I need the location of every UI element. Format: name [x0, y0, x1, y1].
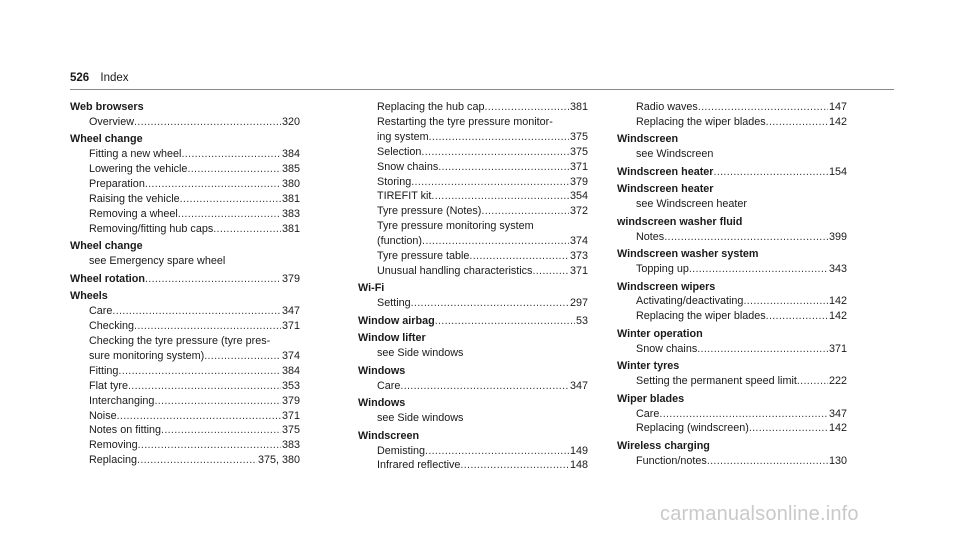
page-reference[interactable]: 380 — [281, 178, 300, 191]
index-column-3 — [617, 100, 847, 471]
dot-leader — [431, 189, 569, 204]
dot-leader — [145, 272, 281, 287]
index-term: Windscreen heater — [617, 183, 714, 196]
subentry-text: see Emergency spare wheel — [89, 255, 226, 268]
subentry-label: Overview — [89, 115, 134, 128]
dot-leader — [128, 379, 281, 394]
index-subentry[interactable] — [358, 130, 588, 145]
page-reference[interactable]: 371 — [569, 264, 588, 277]
dot-leader — [707, 454, 828, 469]
dot-leader — [481, 204, 569, 219]
index-term: Wireless charging — [617, 439, 710, 452]
page-reference[interactable]: 374 — [281, 349, 300, 362]
index-subentry[interactable] — [70, 162, 300, 177]
index-entry — [617, 132, 847, 162]
index-entry — [617, 215, 847, 245]
index-term: Wheels — [70, 290, 108, 303]
subentry-label: Notes on fitting — [89, 424, 162, 437]
index-entry — [617, 359, 847, 389]
index-subentry[interactable] — [617, 262, 847, 277]
subentry-label: TIREFIT kit — [377, 190, 432, 203]
subentry-label: Notes — [636, 230, 665, 243]
index-entry — [358, 100, 588, 279]
page-reference[interactable]: 385 — [281, 163, 300, 176]
page-reference[interactable]: 375 — [281, 424, 300, 437]
index-subentry[interactable] — [70, 423, 300, 438]
subentry-label: Removing — [89, 439, 138, 452]
dot-leader — [178, 207, 281, 222]
page-reference[interactable]: 381 — [281, 222, 300, 235]
dot-leader — [435, 314, 575, 329]
index-subentry[interactable] — [70, 349, 300, 364]
index-term: Window airbag — [358, 314, 435, 327]
dot-leader — [749, 421, 828, 436]
index-subentry[interactable] — [617, 309, 847, 324]
page-reference[interactable]: 379 — [569, 175, 588, 188]
index-entry — [617, 165, 847, 180]
page-reference[interactable]: 371 — [828, 342, 847, 355]
dot-leader — [137, 453, 257, 468]
subentry-label: Infrared reflective — [377, 459, 461, 472]
page-reference[interactable]: 347 — [281, 305, 300, 318]
index-subentry[interactable] — [70, 115, 300, 130]
dot-leader — [438, 160, 569, 175]
page-reference[interactable]: 142 — [828, 310, 847, 323]
page-reference[interactable]: 375, 380 — [257, 454, 300, 467]
subentry-text: see Windscreen — [636, 148, 714, 161]
dot-leader — [421, 145, 569, 160]
dot-leader — [429, 130, 569, 145]
subentry-label: Radio waves — [636, 101, 698, 113]
subentry-label: Raising the vehicle — [89, 193, 180, 206]
dot-leader — [187, 162, 281, 177]
index-term-row[interactable] — [617, 165, 847, 180]
index-entry — [358, 314, 588, 329]
page-reference[interactable]: 343 — [828, 263, 847, 276]
index-term: Windscreen wipers — [617, 280, 716, 293]
index-entry — [358, 331, 588, 361]
subentry-label: Snow chains — [636, 342, 698, 355]
subentry-label: Function/notes — [636, 454, 707, 467]
subentry-label: Snow chains — [377, 160, 439, 173]
dot-leader — [138, 438, 281, 453]
index-term: Wheel change — [70, 240, 143, 253]
index-entry — [70, 239, 300, 269]
dot-leader — [181, 147, 281, 162]
index-entry — [617, 280, 847, 325]
page-reference[interactable]: 373 — [569, 250, 588, 263]
index-term: Window lifter — [358, 332, 426, 345]
index-term: Wheel change — [70, 133, 143, 146]
index-subentry[interactable] — [70, 438, 300, 453]
page-reference[interactable]: 381 — [281, 193, 300, 206]
subentry-label: Removing a wheel — [89, 207, 178, 220]
page-reference[interactable]: 384 — [281, 364, 300, 377]
index-entry — [358, 429, 588, 474]
dot-leader — [689, 262, 828, 277]
dot-leader — [659, 407, 828, 422]
page-reference[interactable]: 130 — [828, 454, 847, 467]
page-reference[interactable]: 353 — [281, 379, 300, 392]
subentry-label: Lowering the vehicle — [89, 163, 188, 176]
subentry-label: Topping up — [636, 263, 689, 276]
page-reference[interactable]: 354 — [569, 190, 588, 203]
index-entry — [70, 100, 300, 130]
dot-leader — [134, 115, 281, 130]
subentry-label: Tyre pressure (Notes) — [377, 205, 482, 218]
dot-leader — [698, 100, 828, 115]
index-term: Windscreen heater — [617, 165, 714, 178]
index-subentry[interactable] — [617, 421, 847, 436]
dot-leader — [213, 222, 281, 237]
subentry-text: see Windscreen heater — [636, 198, 748, 211]
page-reference[interactable]: 222 — [828, 375, 847, 388]
subentry-label: Replacing the wiper blades — [636, 310, 766, 323]
index-subentry[interactable] — [358, 175, 588, 190]
page-reference[interactable]: 149 — [569, 444, 588, 457]
dot-leader — [797, 374, 828, 389]
dot-leader — [766, 309, 828, 324]
dot-leader — [411, 175, 569, 190]
page-reference[interactable]: 53 — [575, 314, 588, 327]
index-subentry[interactable] — [70, 394, 300, 409]
index-term: windscreen washer fluid — [617, 215, 743, 228]
dot-leader — [714, 165, 828, 180]
index-term: Wiper blades — [617, 392, 685, 405]
subentry-text: see Side windows — [377, 412, 464, 425]
subentry-text: Checking the tyre pressure (tyre pres- — [89, 334, 271, 347]
page-reference[interactable]: 399 — [828, 230, 847, 243]
section-title: Index — [100, 72, 129, 84]
index-subentry[interactable] — [358, 264, 588, 279]
index-subentry[interactable] — [358, 296, 588, 311]
index-subentry[interactable] — [617, 342, 847, 357]
page-reference[interactable]: 347 — [828, 407, 847, 420]
subentry-label: Setting — [377, 297, 411, 310]
index-subentry[interactable] — [70, 177, 300, 192]
index-subentry[interactable] — [358, 249, 588, 264]
page-reference[interactable]: 320 — [281, 115, 300, 128]
subentry-label: ing system — [377, 130, 429, 143]
index-subentry[interactable] — [617, 374, 847, 389]
index-subentry[interactable] — [617, 100, 847, 115]
dot-leader — [411, 296, 569, 311]
index-entry — [70, 132, 300, 236]
dot-leader — [460, 458, 569, 473]
page-number: 526 — [70, 72, 90, 84]
index-subentry[interactable] — [70, 147, 300, 162]
index-entry — [70, 289, 300, 468]
page-reference[interactable]: 384 — [281, 148, 300, 161]
index-subentry[interactable] — [70, 304, 300, 319]
index-term: Windscreen — [617, 133, 679, 146]
subentry-label: Unusual handling characteristics — [377, 264, 533, 277]
page-reference[interactable]: 374 — [569, 235, 588, 248]
index-subentry[interactable] — [358, 145, 588, 160]
index-entry — [617, 327, 847, 357]
index-term: Wi-Fi — [358, 282, 385, 295]
page-reference[interactable]: 347 — [569, 379, 588, 392]
dot-leader — [204, 349, 281, 364]
subentry-label: Selection — [377, 145, 422, 158]
index-entry — [617, 439, 847, 469]
index-subentry[interactable] — [70, 364, 300, 379]
subentry-label: Setting the permanent speed limit — [636, 375, 797, 388]
index-term: Windows — [358, 364, 406, 377]
index-entry — [358, 364, 588, 394]
index-term: Wheel rotation — [70, 272, 145, 285]
dot-leader — [469, 249, 569, 264]
subentry-label: Replacing — [89, 454, 138, 467]
page-reference[interactable]: 148 — [569, 459, 588, 472]
index-subentry[interactable] — [70, 222, 300, 237]
subentry-label: Flat tyre — [89, 379, 128, 392]
index-subentry[interactable] — [358, 204, 588, 219]
dot-leader — [117, 409, 281, 424]
index-subentry[interactable] — [70, 409, 300, 424]
index-term: Web browsers — [70, 101, 144, 113]
index-subentry[interactable] — [70, 192, 300, 207]
index-subentry[interactable] — [358, 458, 588, 473]
subentry-label: Checking — [89, 320, 135, 333]
dot-leader — [161, 423, 281, 438]
dot-leader — [112, 304, 281, 319]
index-entry — [617, 247, 847, 277]
index-entry — [70, 272, 300, 287]
index-subentry[interactable] — [617, 115, 847, 130]
subentry-label: Demisting — [377, 444, 426, 457]
page-reference[interactable]: 383 — [281, 439, 300, 452]
subentry-label: Preparation — [89, 178, 145, 191]
index-subentry[interactable] — [358, 189, 588, 204]
subentry-label: Storing — [377, 175, 412, 188]
page-reference[interactable]: 142 — [828, 295, 847, 308]
index-entry — [617, 392, 847, 437]
subentry-label: Removing/fitting hub caps — [89, 222, 214, 235]
index-entry — [617, 182, 847, 212]
subentry-label: Noise — [89, 409, 117, 422]
page-reference[interactable]: 142 — [828, 115, 847, 128]
index-term: Windows — [358, 397, 406, 410]
subentry-label: Replacing (windscreen) — [636, 422, 749, 435]
index-subentry[interactable] — [617, 407, 847, 422]
watermark: carmanualsonline.info — [660, 503, 859, 525]
page-reference[interactable]: 379 — [281, 394, 300, 407]
index-term: Winter operation — [617, 327, 703, 340]
dot-leader — [743, 294, 828, 309]
index-subentry[interactable] — [358, 160, 588, 175]
header-rule — [70, 89, 894, 90]
index-term: Windscreen washer system — [617, 248, 759, 261]
subentry-label: Fitting — [89, 364, 119, 377]
index-subentry[interactable] — [358, 100, 588, 115]
index-term-row[interactable] — [358, 314, 588, 329]
subentry-text: Restarting the tyre pressure monitor- — [377, 115, 553, 128]
index-subentry[interactable] — [617, 230, 847, 245]
page-header — [70, 72, 129, 84]
index-subentry[interactable] — [70, 319, 300, 334]
subentry-label: sure monitoring system) — [89, 349, 205, 362]
page-reference[interactable]: 147 — [828, 101, 847, 113]
page-reference[interactable]: 154 — [828, 165, 847, 178]
index-subentry[interactable] — [617, 454, 847, 469]
dot-leader — [118, 364, 281, 379]
subentry-label: Care — [636, 407, 660, 420]
dot-leader — [134, 319, 281, 334]
subentry-label: (function) — [377, 235, 423, 248]
dot-leader — [532, 264, 569, 279]
subentry-text: Tyre pressure monitoring system — [377, 220, 534, 233]
index-term-row[interactable] — [70, 272, 300, 287]
index-column-1 — [70, 100, 300, 471]
subentry-label: Replacing the wiper blades — [636, 115, 766, 128]
dot-leader — [145, 177, 281, 192]
subentry-label: Tyre pressure table — [377, 250, 470, 263]
page-reference[interactable]: 383 — [281, 207, 300, 220]
page-reference[interactable]: 142 — [828, 422, 847, 435]
index-entry — [358, 281, 588, 311]
index-column-2 — [358, 100, 588, 476]
dot-leader — [422, 234, 569, 249]
index-subentry[interactable] — [70, 207, 300, 222]
index-term: Windscreen — [358, 429, 420, 442]
page-reference[interactable]: 375 — [569, 145, 588, 158]
dot-leader — [425, 444, 569, 459]
index-subentry[interactable] — [70, 379, 300, 394]
page-reference[interactable]: 371 — [281, 409, 300, 422]
index-subentry[interactable] — [617, 294, 847, 309]
page-reference[interactable]: 371 — [569, 160, 588, 173]
subentry-label: Replacing the hub cap — [377, 101, 485, 113]
index-entry — [617, 100, 847, 130]
page-reference[interactable]: 381 — [569, 101, 588, 113]
index-subentry[interactable] — [358, 379, 588, 394]
subentry-text: see Side windows — [377, 347, 464, 360]
page-reference[interactable]: 297 — [569, 297, 588, 310]
page-reference[interactable]: 371 — [281, 320, 300, 333]
page-reference[interactable]: 372 — [569, 205, 588, 218]
subentry-label: Care — [89, 305, 113, 318]
index-subentry[interactable] — [358, 234, 588, 249]
page-reference[interactable]: 379 — [281, 272, 300, 285]
subentry-label: Interchanging — [89, 394, 155, 407]
index-subentry[interactable] — [70, 453, 300, 468]
dot-leader — [664, 230, 828, 245]
dot-leader — [697, 342, 828, 357]
index-subentry[interactable] — [358, 444, 588, 459]
dot-leader — [154, 394, 281, 409]
subentry-label: Care — [377, 379, 401, 392]
dot-leader — [766, 115, 828, 130]
dot-leader — [400, 379, 569, 394]
dot-leader — [484, 100, 569, 115]
page-reference[interactable]: 375 — [569, 130, 588, 143]
subentry-label: Activating/deactivating — [636, 295, 744, 308]
subentry-label: Fitting a new wheel — [89, 148, 182, 161]
dot-leader — [180, 192, 281, 207]
index-entry — [358, 396, 588, 426]
index-term: Winter tyres — [617, 360, 680, 373]
